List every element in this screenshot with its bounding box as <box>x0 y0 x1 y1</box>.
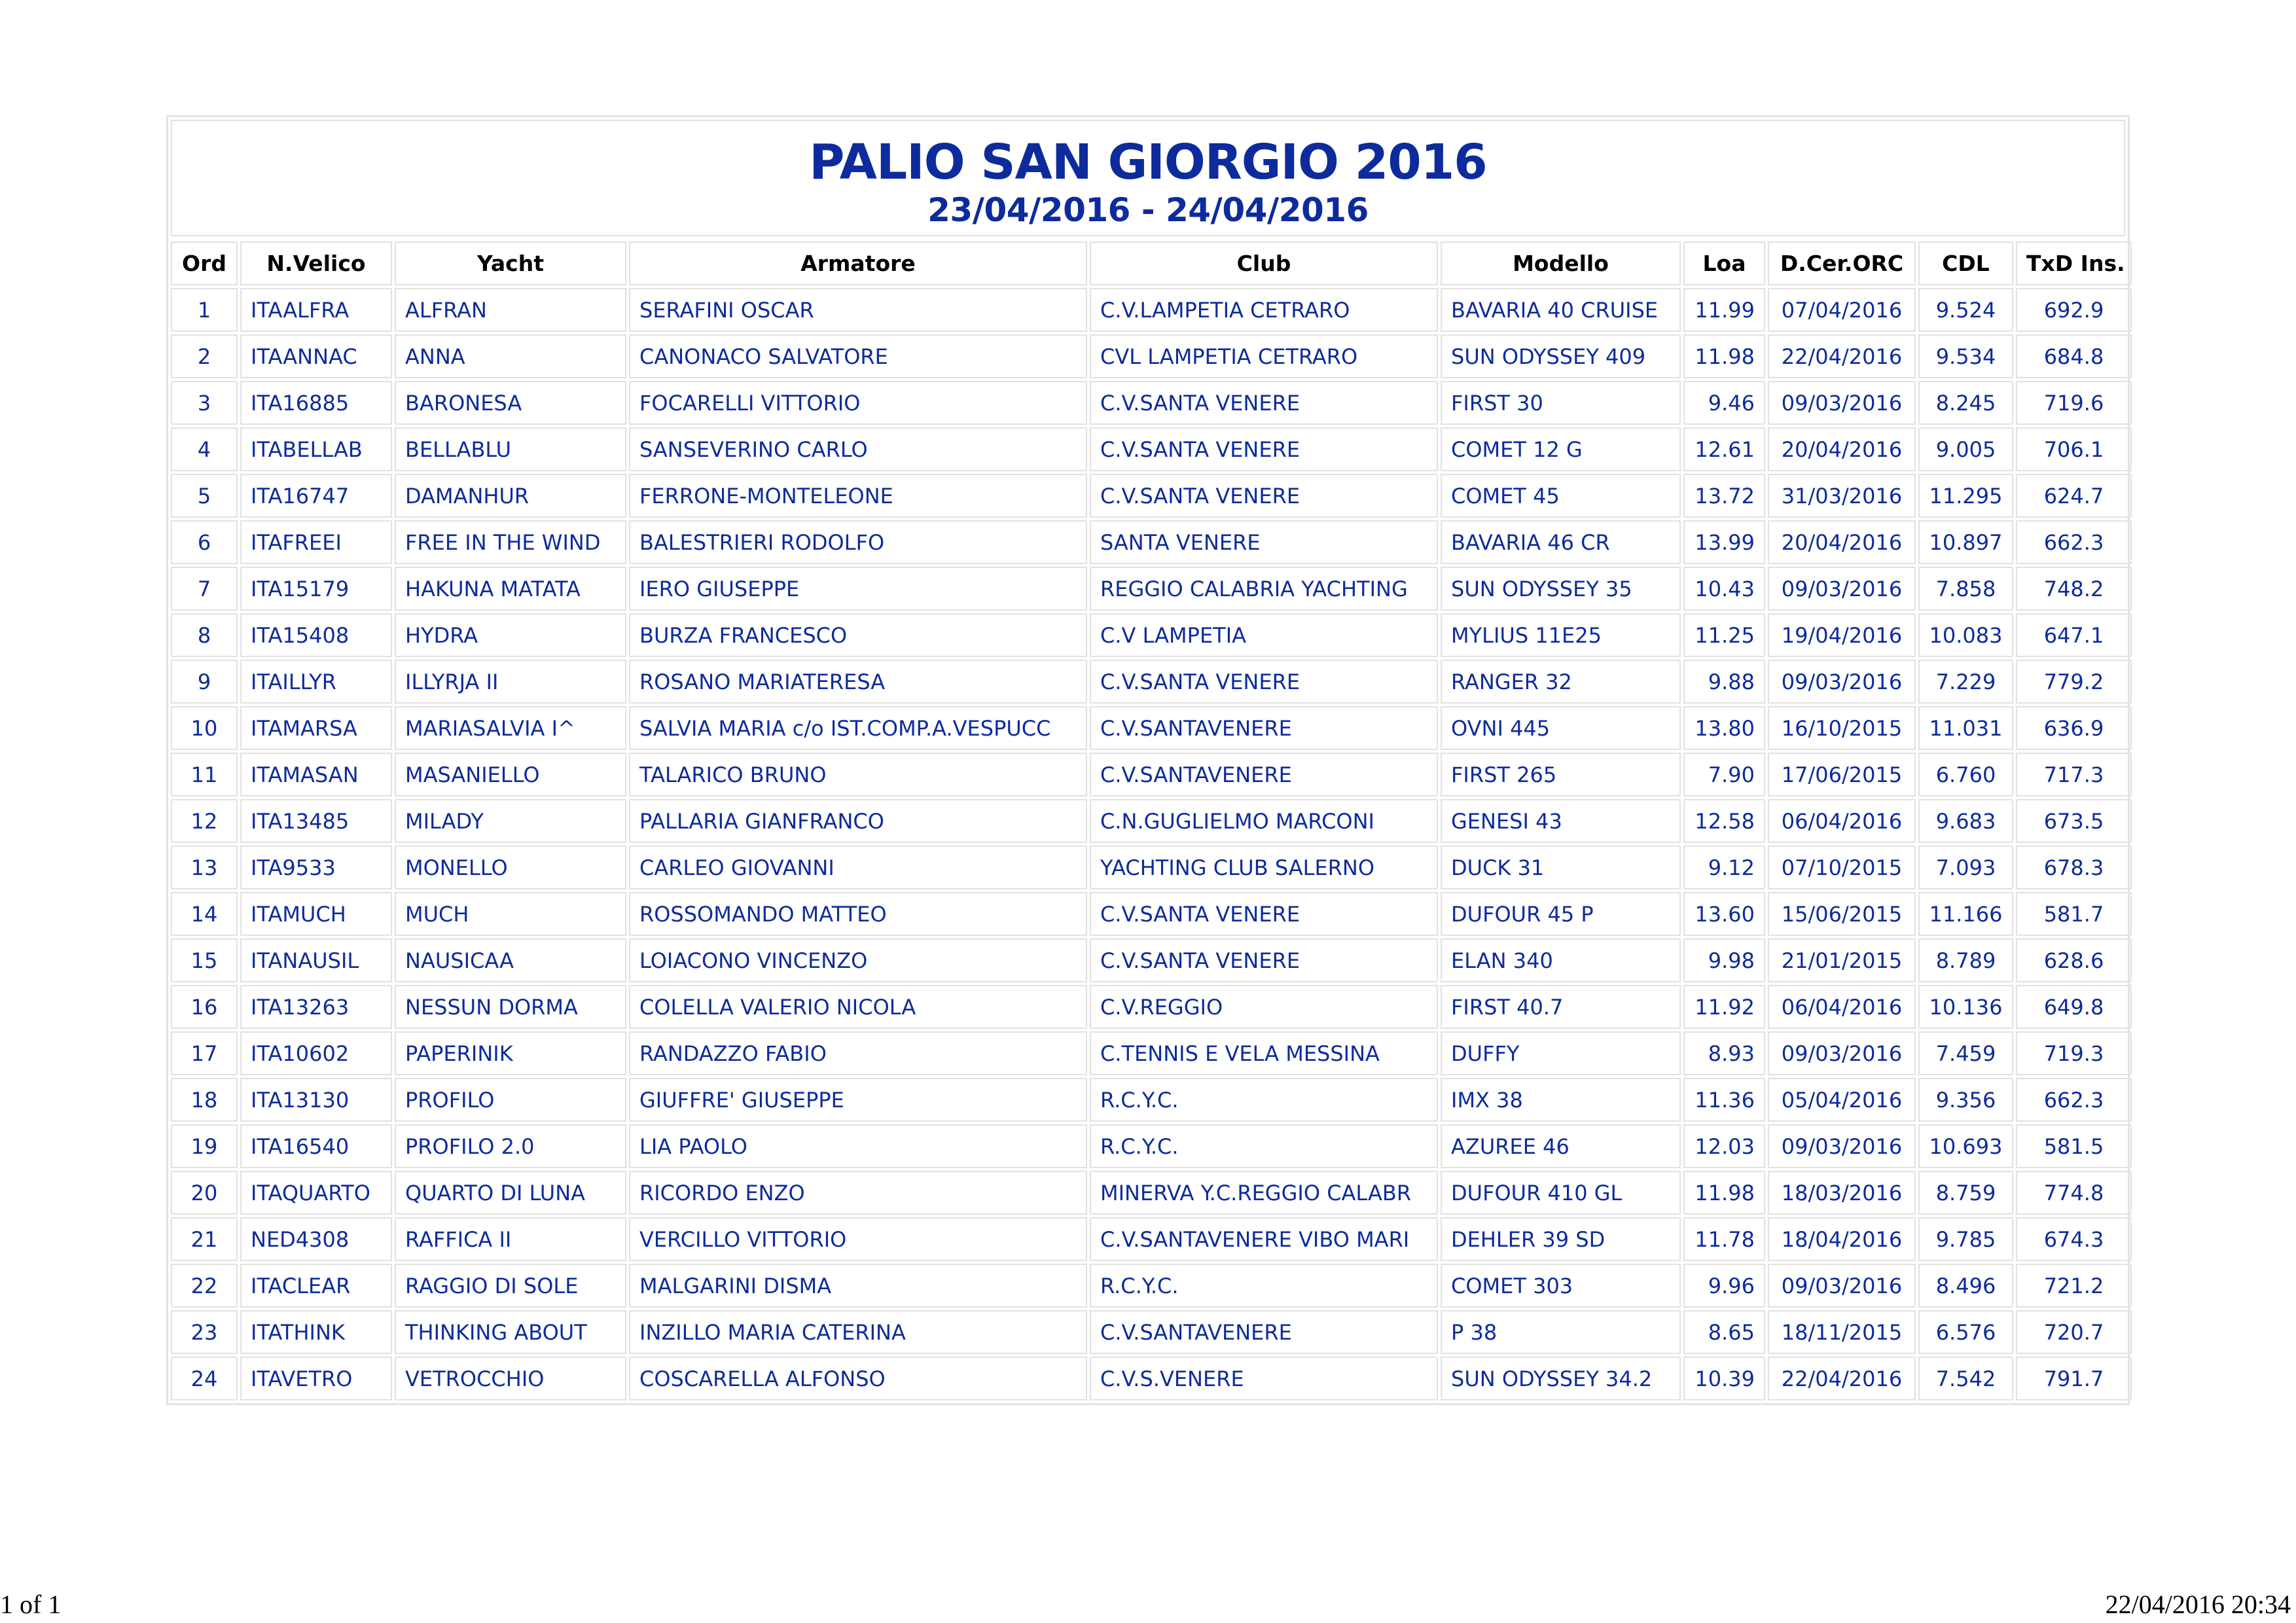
table-row <box>171 567 2132 611</box>
cell-model: COMET 303 <box>1441 1264 1681 1308</box>
cell-yacht: PROFILO 2.0 <box>395 1124 626 1168</box>
cell-txd: 748.2 <box>2016 567 2132 611</box>
cell-sail-number: ITAQUARTO <box>240 1171 392 1215</box>
column-header-sail-number: N.Velico <box>240 241 392 285</box>
cell-sail-number: ITAMARSA <box>240 706 392 750</box>
cell-ord: 10 <box>171 706 238 750</box>
cell-model: DUFOUR 45 P <box>1441 892 1681 936</box>
cell-owner: BURZA FRANCESCO <box>629 613 1087 657</box>
cell-loa: 11.99 <box>1683 288 1765 332</box>
cell-cdl: 9.005 <box>1918 427 2013 471</box>
cell-club: C.V.LAMPETIA CETRARO <box>1090 288 1438 332</box>
cell-owner: SALVIA MARIA c/o IST.COMP.A.VESPUCC <box>629 706 1087 750</box>
cell-ord: 14 <box>171 892 238 936</box>
cell-owner: GIUFFRE' GIUSEPPE <box>629 1078 1087 1122</box>
cell-txd: 628.6 <box>2016 938 2132 982</box>
cell-owner: LIA PAOLO <box>629 1124 1087 1168</box>
table-row <box>171 381 2132 425</box>
cell-loa: 11.36 <box>1683 1078 1765 1122</box>
cell-model: AZUREE 46 <box>1441 1124 1681 1168</box>
cell-cdl: 11.166 <box>1918 892 2013 936</box>
table-row <box>171 938 2132 982</box>
cell-ord: 8 <box>171 613 238 657</box>
cell-cert-date: 18/11/2015 <box>1768 1310 1916 1354</box>
cell-owner: FERRONE-MONTELEONE <box>629 474 1087 518</box>
table-row <box>171 288 2132 332</box>
cell-loa: 12.61 <box>1683 427 1765 471</box>
cell-cdl: 9.683 <box>1918 799 2013 843</box>
table-row <box>171 799 2132 843</box>
cell-model: IMX 38 <box>1441 1078 1681 1122</box>
cell-club: R.C.Y.C. <box>1090 1124 1438 1168</box>
cell-owner: VERCILLO VITTORIO <box>629 1217 1087 1261</box>
cell-txd: 674.3 <box>2016 1217 2132 1261</box>
cell-cdl: 8.759 <box>1918 1171 2013 1215</box>
cell-owner: IERO GIUSEPPE <box>629 567 1087 611</box>
cell-club: C.V.S.VENERE <box>1090 1357 1438 1400</box>
cell-loa: 11.25 <box>1683 613 1765 657</box>
cell-club: C.V.SANTA VENERE <box>1090 892 1438 936</box>
cell-yacht: NESSUN DORMA <box>395 985 626 1029</box>
cell-cdl: 8.245 <box>1918 381 2013 425</box>
cell-yacht: MUCH <box>395 892 626 936</box>
cell-yacht: RAFFICA II <box>395 1217 626 1261</box>
cell-txd: 721.2 <box>2016 1264 2132 1308</box>
cell-ord: 13 <box>171 846 238 889</box>
cell-cdl: 9.534 <box>1918 334 2013 378</box>
cell-cert-date: 09/03/2016 <box>1768 567 1916 611</box>
table-row <box>171 520 2132 564</box>
cell-owner: TALARICO BRUNO <box>629 753 1087 796</box>
cell-ord: 7 <box>171 567 238 611</box>
cell-sail-number: ITA15408 <box>240 613 392 657</box>
cell-club: C.V.SANTA VENERE <box>1090 381 1438 425</box>
cell-model: COMET 45 <box>1441 474 1681 518</box>
cell-ord: 1 <box>171 288 238 332</box>
cell-owner: COLELLA VALERIO NICOLA <box>629 985 1087 1029</box>
cell-model: COMET 12 G <box>1441 427 1681 471</box>
table-row <box>171 846 2132 889</box>
page-title: PALIO SAN GIORGIO 2016 <box>809 134 1487 190</box>
cell-model: DUCK 31 <box>1441 846 1681 889</box>
cell-sail-number: ITAILLYR <box>240 660 392 704</box>
cell-txd: 791.7 <box>2016 1357 2132 1400</box>
cell-loa: 9.98 <box>1683 938 1765 982</box>
cell-club: C.V.SANTA VENERE <box>1090 660 1438 704</box>
table-row <box>171 1310 2132 1354</box>
cell-ord: 16 <box>171 985 238 1029</box>
cell-txd: 684.8 <box>2016 334 2132 378</box>
cell-sail-number: ITAANNAC <box>240 334 392 378</box>
cell-cdl: 7.459 <box>1918 1031 2013 1075</box>
cell-owner: COSCARELLA ALFONSO <box>629 1357 1087 1400</box>
cell-model: FIRST 265 <box>1441 753 1681 796</box>
table-row <box>171 1264 2132 1308</box>
cell-txd: 720.7 <box>2016 1310 2132 1354</box>
cell-sail-number: ITANAUSIL <box>240 938 392 982</box>
cell-cert-date: 15/06/2015 <box>1768 892 1916 936</box>
cell-model: OVNI 445 <box>1441 706 1681 750</box>
cell-sail-number: ITA16747 <box>240 474 392 518</box>
cell-yacht: MARIASALVIA I^ <box>395 706 626 750</box>
cell-model: SUN ODYSSEY 35 <box>1441 567 1681 611</box>
cell-cert-date: 09/03/2016 <box>1768 1124 1916 1168</box>
cell-model: FIRST 40.7 <box>1441 985 1681 1029</box>
cell-cdl: 6.576 <box>1918 1310 2013 1354</box>
cell-model: P 38 <box>1441 1310 1681 1354</box>
cell-loa: 8.65 <box>1683 1310 1765 1354</box>
cell-club: SANTA VENERE <box>1090 520 1438 564</box>
cell-ord: 11 <box>171 753 238 796</box>
cell-club: C.V.SANTA VENERE <box>1090 938 1438 982</box>
cell-cdl: 10.083 <box>1918 613 2013 657</box>
cell-txd: 647.1 <box>2016 613 2132 657</box>
cell-owner: CARLEO GIOVANNI <box>629 846 1087 889</box>
cell-owner: SERAFINI OSCAR <box>629 288 1087 332</box>
cell-club: R.C.Y.C. <box>1090 1264 1438 1308</box>
cell-txd: 662.3 <box>2016 1078 2132 1122</box>
cell-loa: 9.46 <box>1683 381 1765 425</box>
cell-sail-number: ITA10602 <box>240 1031 392 1075</box>
cell-cdl: 7.542 <box>1918 1357 2013 1400</box>
cell-sail-number: ITA15179 <box>240 567 392 611</box>
cell-cert-date: 21/01/2015 <box>1768 938 1916 982</box>
cell-model: BAVARIA 46 CR <box>1441 520 1681 564</box>
cell-yacht: VETROCCHIO <box>395 1357 626 1400</box>
cell-owner: BALESTRIERI RODOLFO <box>629 520 1087 564</box>
cell-model: DUFFY <box>1441 1031 1681 1075</box>
column-header-model: Modello <box>1441 241 1681 285</box>
table-row <box>171 892 2132 936</box>
column-header-loa: Loa <box>1683 241 1765 285</box>
table-row <box>171 1217 2132 1261</box>
cell-loa: 11.98 <box>1683 1171 1765 1215</box>
cell-club: C.V.SANTAVENERE VIBO MARI <box>1090 1217 1438 1261</box>
cell-ord: 19 <box>171 1124 238 1168</box>
cell-sail-number: ITA9533 <box>240 846 392 889</box>
cell-loa: 9.12 <box>1683 846 1765 889</box>
table-row <box>171 1124 2132 1168</box>
column-header-ord: Ord <box>171 241 238 285</box>
print-timestamp: 22/04/2016 20:34 <box>2105 1590 2291 1619</box>
cell-ord: 21 <box>171 1217 238 1261</box>
cell-club: C.V.SANTA VENERE <box>1090 474 1438 518</box>
cell-loa: 8.93 <box>1683 1031 1765 1075</box>
cell-cert-date: 31/03/2016 <box>1768 474 1916 518</box>
cell-loa: 13.80 <box>1683 706 1765 750</box>
cell-sail-number: ITAFREEI <box>240 520 392 564</box>
cell-club: C.TENNIS E VELA MESSINA <box>1090 1031 1438 1075</box>
cell-ord: 5 <box>171 474 238 518</box>
cell-txd: 717.3 <box>2016 753 2132 796</box>
cell-cert-date: 09/03/2016 <box>1768 660 1916 704</box>
cell-club: C.N.GUGLIELMO MARCONI <box>1090 799 1438 843</box>
cell-model: FIRST 30 <box>1441 381 1681 425</box>
cell-yacht: PROFILO <box>395 1078 626 1122</box>
table-header-row <box>171 241 2132 285</box>
cell-ord: 15 <box>171 938 238 982</box>
cell-cert-date: 16/10/2015 <box>1768 706 1916 750</box>
cell-loa: 13.99 <box>1683 520 1765 564</box>
cell-club: YACHTING CLUB SALERNO <box>1090 846 1438 889</box>
cell-cert-date: 17/06/2015 <box>1768 753 1916 796</box>
table-row <box>171 706 2132 750</box>
cell-owner: SANSEVERINO CARLO <box>629 427 1087 471</box>
cell-model: MYLIUS 11E25 <box>1441 613 1681 657</box>
cell-model: SUN ODYSSEY 34.2 <box>1441 1357 1681 1400</box>
column-header-cdl: CDL <box>1918 241 2013 285</box>
table-row <box>171 1171 2132 1215</box>
cell-cdl: 7.093 <box>1918 846 2013 889</box>
cell-club: C.V.SANTAVENERE <box>1090 706 1438 750</box>
column-header-txd: TxD Ins. <box>2016 241 2132 285</box>
cell-yacht: DAMANHUR <box>395 474 626 518</box>
cell-model: RANGER 32 <box>1441 660 1681 704</box>
cell-cert-date: 22/04/2016 <box>1768 1357 1916 1400</box>
cell-cert-date: 20/04/2016 <box>1768 520 1916 564</box>
cell-txd: 706.1 <box>2016 427 2132 471</box>
cell-txd: 719.6 <box>2016 381 2132 425</box>
cell-cdl: 8.789 <box>1918 938 2013 982</box>
table-row <box>171 474 2132 518</box>
cell-cdl: 11.295 <box>1918 474 2013 518</box>
cell-loa: 11.98 <box>1683 334 1765 378</box>
cell-loa: 11.78 <box>1683 1217 1765 1261</box>
cell-ord: 4 <box>171 427 238 471</box>
cell-owner: MALGARINI DISMA <box>629 1264 1087 1308</box>
cell-club: C.V.SANTA VENERE <box>1090 427 1438 471</box>
cell-cert-date: 19/04/2016 <box>1768 613 1916 657</box>
cell-cert-date: 06/04/2016 <box>1768 985 1916 1029</box>
cell-cert-date: 20/04/2016 <box>1768 427 1916 471</box>
cell-cdl: 7.858 <box>1918 567 2013 611</box>
cell-club: REGGIO CALABRIA YACHTING <box>1090 567 1438 611</box>
cell-yacht: PAPERINIK <box>395 1031 626 1075</box>
cell-loa: 13.60 <box>1683 892 1765 936</box>
cell-txd: 779.2 <box>2016 660 2132 704</box>
cell-cert-date: 18/03/2016 <box>1768 1171 1916 1215</box>
cell-yacht: MILADY <box>395 799 626 843</box>
cell-txd: 678.3 <box>2016 846 2132 889</box>
cell-ord: 6 <box>171 520 238 564</box>
cell-owner: PALLARIA GIANFRANCO <box>629 799 1087 843</box>
cell-ord: 24 <box>171 1357 238 1400</box>
cell-yacht: NAUSICAA <box>395 938 626 982</box>
cell-yacht: THINKING ABOUT <box>395 1310 626 1354</box>
cell-club: R.C.Y.C. <box>1090 1078 1438 1122</box>
table-row <box>171 613 2132 657</box>
cell-yacht: MASANIELLO <box>395 753 626 796</box>
cell-loa: 9.96 <box>1683 1264 1765 1308</box>
table-row <box>171 985 2132 1029</box>
cell-cert-date: 09/03/2016 <box>1768 1264 1916 1308</box>
cell-club: MINERVA Y.C.REGGIO CALABR <box>1090 1171 1438 1215</box>
cell-txd: 636.9 <box>2016 706 2132 750</box>
cell-model: DUFOUR 410 GL <box>1441 1171 1681 1215</box>
cell-txd: 719.3 <box>2016 1031 2132 1075</box>
cell-sail-number: ITAVETRO <box>240 1357 392 1400</box>
cell-cdl: 9.524 <box>1918 288 2013 332</box>
cell-sail-number: ITA16885 <box>240 381 392 425</box>
table-row <box>171 753 2132 796</box>
cell-owner: CANONACO SALVATORE <box>629 334 1087 378</box>
cell-cert-date: 18/04/2016 <box>1768 1217 1916 1261</box>
cell-ord: 23 <box>171 1310 238 1354</box>
cell-cdl: 6.760 <box>1918 753 2013 796</box>
cell-cert-date: 07/04/2016 <box>1768 288 1916 332</box>
cell-yacht: HAKUNA MATATA <box>395 567 626 611</box>
cell-club: C.V.SANTAVENERE <box>1090 1310 1438 1354</box>
cell-cert-date: 06/04/2016 <box>1768 799 1916 843</box>
cell-yacht: BELLABLU <box>395 427 626 471</box>
cell-owner: ROSSOMANDO MATTEO <box>629 892 1087 936</box>
cell-cdl: 7.229 <box>1918 660 2013 704</box>
cell-sail-number: ITAMUCH <box>240 892 392 936</box>
cell-ord: 20 <box>171 1171 238 1215</box>
cell-cdl: 8.496 <box>1918 1264 2013 1308</box>
cell-ord: 2 <box>171 334 238 378</box>
cell-club: C.V.SANTAVENERE <box>1090 753 1438 796</box>
cell-sail-number: ITATHINK <box>240 1310 392 1354</box>
cell-ord: 17 <box>171 1031 238 1075</box>
cell-sail-number: ITA13130 <box>240 1078 392 1122</box>
cell-model: SUN ODYSSEY 409 <box>1441 334 1681 378</box>
cell-loa: 9.88 <box>1683 660 1765 704</box>
column-header-owner: Armatore <box>629 241 1087 285</box>
column-header-cert-date: D.Cer.ORC <box>1768 241 1916 285</box>
cell-yacht: QUARTO DI LUNA <box>395 1171 626 1215</box>
cell-cdl: 9.785 <box>1918 1217 2013 1261</box>
cell-owner: LOIACONO VINCENZO <box>629 938 1087 982</box>
cell-owner: ROSANO MARIATERESA <box>629 660 1087 704</box>
table-row <box>171 1031 2132 1075</box>
cell-sail-number: NED4308 <box>240 1217 392 1261</box>
cell-sail-number: ITAMASAN <box>240 753 392 796</box>
cell-txd: 649.8 <box>2016 985 2132 1029</box>
cell-txd: 774.8 <box>2016 1171 2132 1215</box>
cell-loa: 10.43 <box>1683 567 1765 611</box>
cell-yacht: BARONESA <box>395 381 626 425</box>
cell-cert-date: 22/04/2016 <box>1768 334 1916 378</box>
cell-cdl: 9.356 <box>1918 1078 2013 1122</box>
cell-txd: 673.5 <box>2016 799 2132 843</box>
cell-model: ELAN 340 <box>1441 938 1681 982</box>
table-body <box>171 288 2132 1400</box>
cell-owner: FOCARELLI VITTORIO <box>629 381 1087 425</box>
cell-ord: 3 <box>171 381 238 425</box>
cell-sail-number: ITA16540 <box>240 1124 392 1168</box>
table-row <box>171 1357 2132 1400</box>
cell-cdl: 10.693 <box>1918 1124 2013 1168</box>
cell-yacht: ANNA <box>395 334 626 378</box>
cell-cert-date: 09/03/2016 <box>1768 1031 1916 1075</box>
cell-club: C.V LAMPETIA <box>1090 613 1438 657</box>
column-header-club: Club <box>1090 241 1438 285</box>
cell-sail-number: ITACLEAR <box>240 1264 392 1308</box>
table-row <box>171 660 2132 704</box>
results-sheet <box>166 115 2130 1405</box>
cell-yacht: ILLYRJA II <box>395 660 626 704</box>
cell-cert-date: 09/03/2016 <box>1768 381 1916 425</box>
cell-cdl: 10.897 <box>1918 520 2013 564</box>
entries-table <box>168 239 2134 1403</box>
cell-yacht: MONELLO <box>395 846 626 889</box>
cell-cdl: 10.136 <box>1918 985 2013 1029</box>
cell-owner: RANDAZZO FABIO <box>629 1031 1087 1075</box>
cell-sail-number: ITAALFRA <box>240 288 392 332</box>
cell-model: BAVARIA 40 CRUISE <box>1441 288 1681 332</box>
cell-loa: 13.72 <box>1683 474 1765 518</box>
cell-yacht: HYDRA <box>395 613 626 657</box>
cell-txd: 581.7 <box>2016 892 2132 936</box>
cell-club: C.V.REGGIO <box>1090 985 1438 1029</box>
cell-yacht: FREE IN THE WIND <box>395 520 626 564</box>
cell-sail-number: ITA13263 <box>240 985 392 1029</box>
cell-cert-date: 05/04/2016 <box>1768 1078 1916 1122</box>
cell-loa: 12.03 <box>1683 1124 1765 1168</box>
cell-yacht: ALFRAN <box>395 288 626 332</box>
cell-ord: 18 <box>171 1078 238 1122</box>
cell-sail-number: ITA13485 <box>240 799 392 843</box>
table-row <box>171 334 2132 378</box>
cell-txd: 581.5 <box>2016 1124 2132 1168</box>
cell-txd: 692.9 <box>2016 288 2132 332</box>
cell-loa: 12.58 <box>1683 799 1765 843</box>
page-count: 1 of 1 <box>0 1590 62 1619</box>
cell-ord: 12 <box>171 799 238 843</box>
table-row <box>171 427 2132 471</box>
cell-txd: 662.3 <box>2016 520 2132 564</box>
title-box <box>171 120 2125 236</box>
cell-loa: 10.39 <box>1683 1357 1765 1400</box>
cell-cert-date: 07/10/2015 <box>1768 846 1916 889</box>
cell-sail-number: ITABELLAB <box>240 427 392 471</box>
cell-txd: 624.7 <box>2016 474 2132 518</box>
column-header-yacht: Yacht <box>395 241 626 285</box>
cell-yacht: RAGGIO DI SOLE <box>395 1264 626 1308</box>
cell-model: DEHLER 39 SD <box>1441 1217 1681 1261</box>
cell-club: CVL LAMPETIA CETRARO <box>1090 334 1438 378</box>
cell-owner: RICORDO ENZO <box>629 1171 1087 1215</box>
cell-cdl: 11.031 <box>1918 706 2013 750</box>
cell-loa: 7.90 <box>1683 753 1765 796</box>
cell-loa: 11.92 <box>1683 985 1765 1029</box>
table-row <box>171 1078 2132 1122</box>
cell-model: GENESI 43 <box>1441 799 1681 843</box>
cell-owner: INZILLO MARIA CATERINA <box>629 1310 1087 1354</box>
cell-ord: 22 <box>171 1264 238 1308</box>
event-dates: 23/04/2016 - 24/04/2016 <box>927 191 1369 229</box>
cell-ord: 9 <box>171 660 238 704</box>
